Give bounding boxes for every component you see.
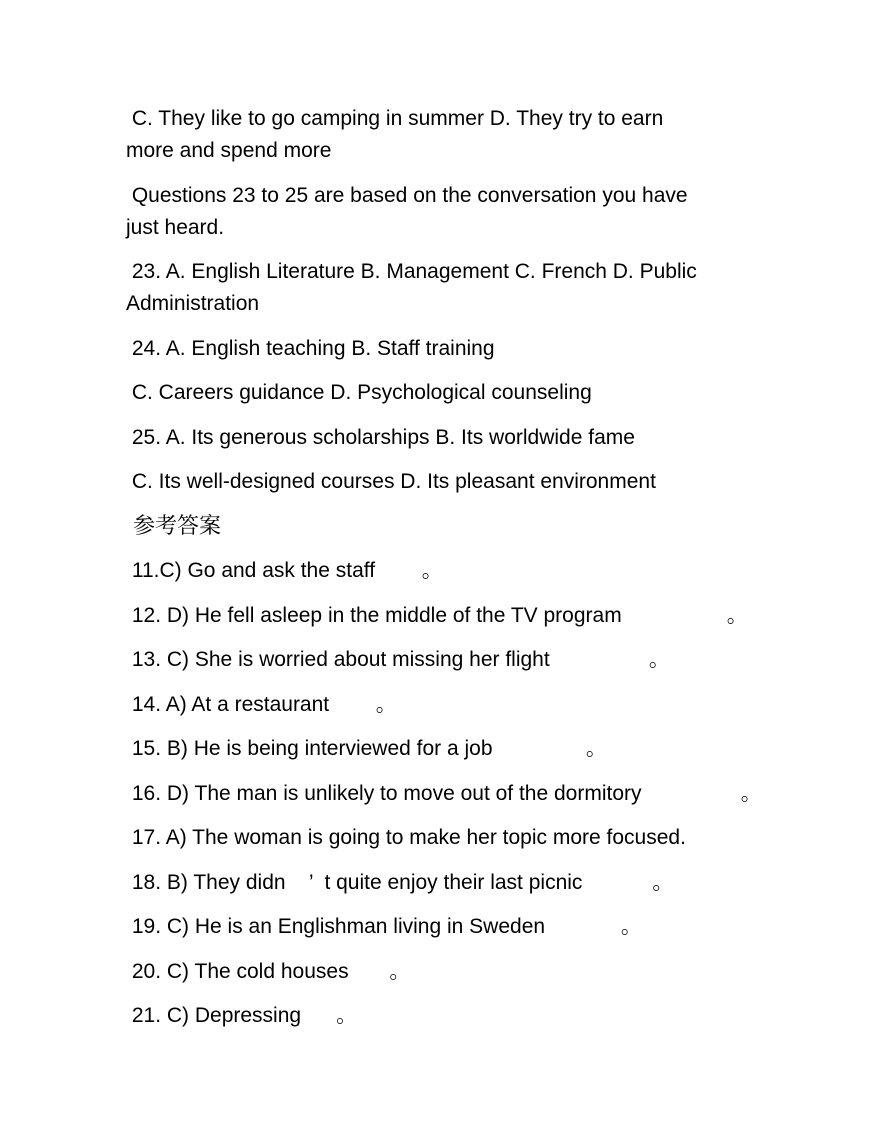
paragraph: 24. A. English teaching B. Staff training — [126, 336, 495, 360]
answer-line: 16. D) The man is unlikely to move out of the dormitory 。 — [126, 781, 762, 805]
paragraph: C. Its well-designed courses D. Its pleasant environment — [126, 470, 656, 493]
answer-line: 14. A) At a restaurant 。 — [126, 692, 397, 716]
answer-line: 12. D) He fell asleep in the middle of the TV program 。 — [126, 603, 748, 627]
answer-line: 21. C) Depressing 。 — [126, 1004, 358, 1027]
answer-line: 17. A) The woman is going to make her topic more focused. — [126, 826, 686, 849]
answers-heading: 参考答案 — [126, 513, 222, 539]
paragraph: Questions 23 to 25 are based on the conversation you have just heard. — [126, 183, 688, 239]
answer-line: 18. B) They didn ’ t quite enjoy their last picnic 。 — [126, 870, 674, 894]
answer-line: 15. B) He is being interviewed for a job 。 — [126, 737, 607, 760]
paragraph: 25. A. Its generous scholarships B. Its worldwide fame — [126, 425, 635, 449]
paragraph: C. They like to go camping in summer D. They try to earn more and spend more — [126, 107, 664, 162]
answer-line: 19. C) He is an Englishman living in Sweden 。 — [126, 915, 642, 938]
paragraph: 23. A. English Literature B. Management C. French D. Public Administration — [126, 260, 697, 315]
paragraph: C. Careers guidance D. Psychological counseling — [126, 381, 592, 404]
answer-line: 20. C) The cold houses 。 — [126, 959, 411, 983]
answer-line: 13. C) She is worried about missing her flight 。 — [126, 648, 670, 671]
answer-line: 11.C) Go and ask the staff 。 — [126, 559, 443, 582]
